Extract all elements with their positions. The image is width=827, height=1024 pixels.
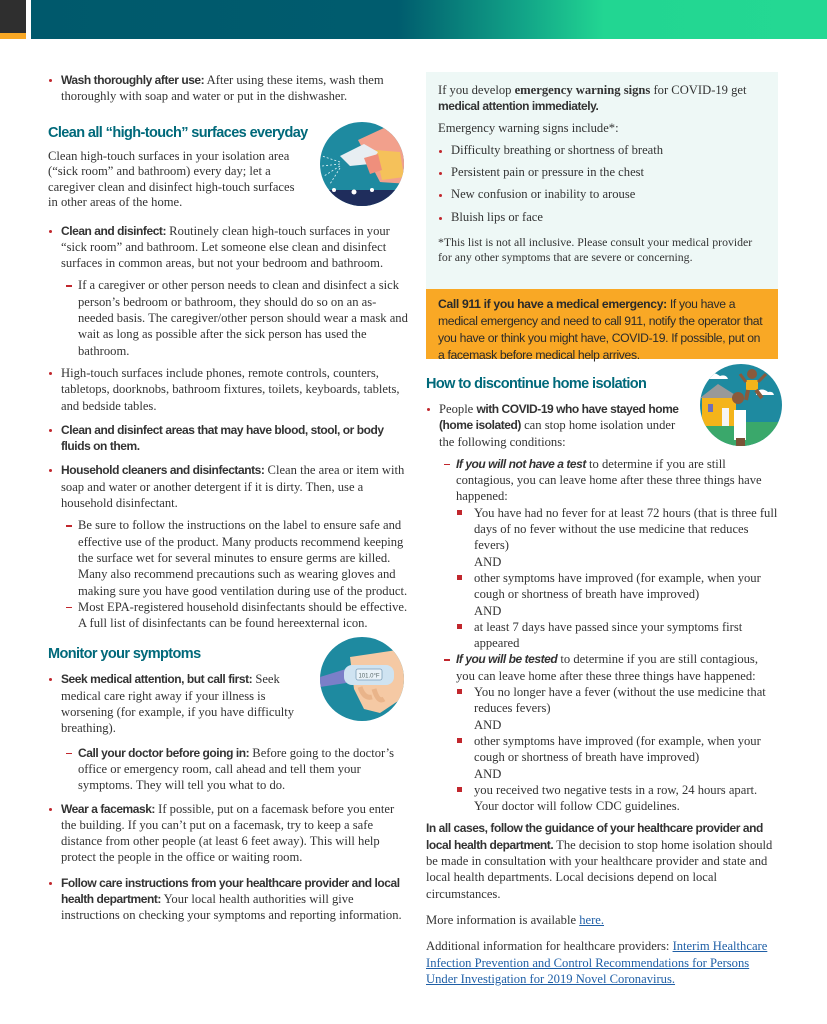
clean-section-intro: Clean high-touch surfaces in your isolation area (“sick room” and bathroom) every day; let a caregiver clean and disinfect high-touch surfaces in other areas of the home.: [48, 148, 295, 210]
clean-disinfect-item: [48, 223, 410, 272]
tested-condition: [426, 733, 778, 782]
condition-text: You have had no fever for at least 72 hours (that is three full days of no fever without the use medicine that reduces fevers): [474, 505, 778, 553]
high-touch-surfaces-item: [48, 365, 410, 414]
household-cleaners-text: Clean the area or item with soap and water or another detergent if it is dirty. Then, use a household disinfectant.: [61, 463, 405, 511]
warning-list-intro: Emergency warning signs include*:: [438, 120, 619, 135]
label-instructions-subitem: [48, 517, 410, 598]
more-info-link[interactable]: here.: [579, 912, 605, 927]
call-doctor-text: Before going to the doctor’s office or emergency room, call ahead and tell them your symptoms. They will tell you what to do.: [78, 745, 395, 793]
warning-footnote: *This list is not all inclusive. Please consult your medical provider for any other symptoms that are severe or concerning.: [438, 235, 753, 265]
discontinue-lead-item: [426, 401, 778, 450]
clean-section: [48, 124, 410, 632]
seek-attention-item: [48, 671, 410, 736]
caregiver-subitem-text: If a caregiver or other person needs to clean and disinfect a sick person’s bedroom or bathroom, they should do so on an as-needed basis. The caregiver/other person should wear a mask and wait as long as possible after the sick person has used the bathroom.: [78, 278, 408, 358]
all-cases-bold: In all cases, follow the guidance of your healthcare provider and local health department.: [426, 821, 763, 852]
call-doctor-subitem: [48, 745, 410, 794]
condition-text: you received two negative tests in a row, 24 hours apart. Your doctor will follow CDC guidelines.: [474, 782, 758, 814]
no-test-label: If you will not have a test: [456, 456, 586, 471]
right-column: [426, 72, 778, 987]
no-test-condition: [426, 505, 778, 570]
spray-bottle-icon: [320, 122, 404, 206]
warning-intro-bold2: medical attention immediately.: [438, 99, 599, 114]
household-cleaners-item: [48, 462, 410, 511]
condition-text: other symptoms have improved (for example, when your cough or shortness of breath have improved): [474, 733, 761, 765]
warning-sign-item: Difficulty breathing or shortness of breath: [438, 142, 766, 158]
seek-attention-text: Seek medical care right away if your illness is worsening (for example, if you have difficulty breathing).: [61, 672, 295, 736]
seek-attention-label: Seek medical attention, but call first:: [61, 672, 253, 687]
follow-care-text: Your local health authorities will give instructions on checking your symptoms and reporting information.: [61, 891, 402, 923]
wash-text: After using these items, wash them thoroughly with soap and water or put in the dishwasher.: [61, 73, 384, 104]
discontinue-section: [426, 375, 778, 987]
high-touch-surfaces-text: High-touch surfaces include phones, remote controls, counters, tabletops, doorknobs, bathroom fixtures, toilets, keyboards, tablets, and bedside tables.: [61, 365, 400, 413]
and-connector: AND: [474, 766, 502, 781]
tested-condition: [426, 782, 778, 815]
warning-intro: [438, 82, 766, 115]
facemask-item: [48, 801, 410, 866]
more-info-paragraph: [426, 912, 778, 928]
tested-condition: [426, 684, 778, 733]
tested-text: to determine if you are still contagious, you can leave home after these three things have happened:: [456, 652, 758, 683]
call-911-label: Call 911 if you have a medical emergency:: [438, 297, 667, 311]
clean-disinfect-text: Routinely clean high-touch surfaces in your “sick room” and bathroom. Let someone else clean and disinfect surfaces in common areas, but not your bedroom and bathroom.: [61, 223, 390, 271]
discontinue-lead-bold: with COVID-19 who have stayed home (home isolated): [439, 402, 679, 433]
additional-info-text: Additional information for healthcare providers:: [426, 939, 673, 954]
all-cases-text: The decision to stop home isolation should be made in consultation with your healthcare provider and state and local health departments. Local decisions depend on local circumstances.: [426, 837, 773, 901]
call-doctor-label: Call your doctor before going in:: [78, 745, 250, 760]
all-cases-paragraph: [426, 820, 778, 901]
interim-recommendations-link[interactable]: Interim Healthcare Infection Prevention and Control Recommendations for Persons Under Investigation for 2019 Novel Coronavirus.: [426, 939, 768, 986]
warning-sign-item: Persistent pain or pressure in the chest: [438, 164, 766, 180]
warning-intro-bold: emergency warning signs: [514, 83, 651, 97]
condition-text: other symptoms have improved (for example, when your cough or shortness of breath have improved): [474, 570, 761, 602]
blood-stool-item: [48, 422, 410, 455]
warning-intro-pre: If you develop: [438, 83, 515, 97]
tested-label: If you will be tested: [456, 652, 558, 667]
label-instructions-text: Be sure to follow the instructions on the label to ensure safe and effective use of the product. Many products recommend keeping the surface wet for several minutes to ensure germs are killed. Many also recommend precautions such as wearing gloves and making sure you have good ventilation during use of the product.: [78, 518, 408, 598]
header-gradient-banner: [31, 0, 827, 39]
emergency-warning-box: [426, 72, 778, 289]
monitor-section-title: Monitor your symptoms: [48, 646, 201, 663]
condition-text: You no longer have a fever (without the use medicine that reduces fevers): [474, 685, 766, 716]
thermometer-reading: 101.0°F: [358, 673, 380, 680]
header-accent-stripe: [0, 33, 26, 39]
warning-sign-item: Bluish lips or face: [438, 209, 766, 225]
and-connector: AND: [474, 554, 502, 569]
clean-section-title: Clean all “high-touch” surfaces everyday: [48, 124, 308, 141]
blood-stool-label: Clean and disinfect areas that may have blood, stool, or body fluids on them.: [61, 422, 384, 454]
caregiver-subitem: [48, 277, 410, 358]
more-info-text: More information is available: [426, 912, 580, 927]
no-test-condition: [426, 570, 778, 619]
household-cleaners-label: Household cleaners and disinfectants:: [61, 463, 265, 478]
header-dark-block: [0, 0, 26, 33]
no-test-text: to determine if you are still contagious, you can leave home after these three things have happened:: [456, 456, 762, 504]
follow-care-label: Follow care instructions from your healthcare provider and local health department:: [61, 875, 400, 906]
wash-item: [48, 72, 410, 105]
warning-intro-mid: for COVID-19 get: [650, 83, 747, 97]
discontinue-lead-post: can stop home isolation under the following conditions:: [439, 418, 676, 449]
and-connector: AND: [474, 603, 502, 618]
additional-info-paragraph: [426, 938, 778, 987]
discontinue-lead-pre: People: [439, 402, 477, 416]
left-column: [48, 72, 410, 924]
facemask-text: If possible, put on a facemask before you enter the building. If you can’t put on a facemask, try to keep a safe distance from other people (at least 6 feet away). This will help protect the people in the office or waiting room.: [61, 801, 395, 865]
warning-sign-item: New confusion or inability to arouse: [438, 186, 766, 202]
call-911-box: [426, 289, 778, 362]
tested-subitem: [426, 651, 778, 684]
no-test-subitem: [426, 456, 778, 505]
follow-care-item: [48, 875, 410, 924]
condition-text: at least 7 days have passed since your symptoms first appeared: [474, 619, 743, 651]
call-911-text: If you have a medical emergency and need to call 911, notify the operator that you have or think you might have, COVID-19. If possible, put on a facemask before medical help arrives.: [438, 297, 763, 362]
no-test-condition: [426, 619, 778, 652]
discontinue-title: How to discontinue home isolation: [426, 376, 647, 392]
and-connector: AND: [474, 717, 502, 732]
facemask-label: Wear a facemask:: [61, 801, 155, 816]
clean-disinfect-label: Clean and disinfect:: [61, 223, 167, 238]
wash-label: Wash thoroughly after use:: [61, 73, 205, 87]
monitor-section: [48, 645, 410, 923]
epa-disinfectants-subitem: [48, 599, 410, 632]
epa-disinfectants-text: Most EPA-registered household disinfectants should be effective. A full list of disinfectants can be found hereexternal icon.: [78, 599, 408, 631]
